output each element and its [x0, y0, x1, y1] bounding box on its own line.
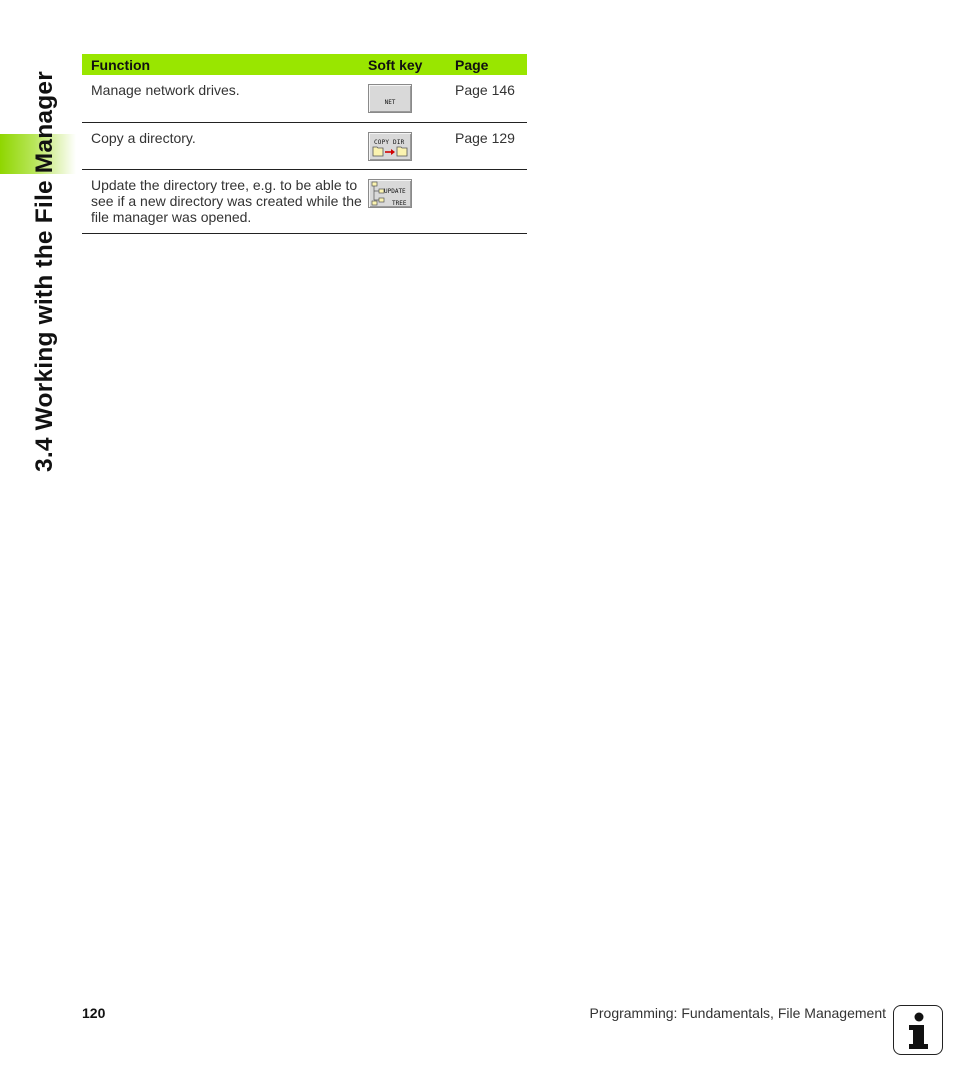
- soft-key-cell: [364, 122, 450, 169]
- header-function: Function: [82, 54, 364, 75]
- page-cell: Page 146: [450, 75, 527, 122]
- copy-dir-softkey[interactable]: [368, 132, 412, 161]
- net-softkey[interactable]: [368, 84, 412, 113]
- chapter-side-title: 3.4 Working with the File Manager: [31, 71, 58, 472]
- soft-key-cell: [364, 75, 450, 122]
- page-cell: Page 129: [450, 122, 527, 169]
- softkey-label: COPY DIR: [374, 138, 405, 146]
- info-icon: [893, 1005, 943, 1055]
- folder-copy-icon: [369, 144, 411, 158]
- book-title: Programming: Fundamentals, File Management: [589, 1005, 886, 1021]
- table-header-row: [82, 54, 527, 75]
- function-cell: Manage network drives.: [82, 75, 364, 122]
- function-cell: Copy a directory.: [82, 122, 364, 169]
- softkey-label: NET: [384, 99, 396, 106]
- softkey-label-line2: TREE: [392, 199, 407, 207]
- info-glyph-icon: [894, 1006, 942, 1054]
- header-soft-key: Soft key: [364, 54, 450, 75]
- table-row: [82, 122, 527, 169]
- function-table: [82, 54, 527, 234]
- softkey-label-line1: UPDATE: [384, 187, 406, 195]
- header-page: Page: [450, 54, 527, 75]
- update-tree-softkey[interactable]: [368, 179, 412, 208]
- function-cell: Update the directory tree, e.g. to be able to see if a new directory was created while the file manager was opened.: [82, 169, 364, 233]
- page-number: 120: [82, 1005, 106, 1021]
- page-cell: [450, 169, 527, 233]
- soft-key-cell: [364, 169, 450, 233]
- table-row: [82, 169, 527, 233]
- table-row: [82, 75, 527, 122]
